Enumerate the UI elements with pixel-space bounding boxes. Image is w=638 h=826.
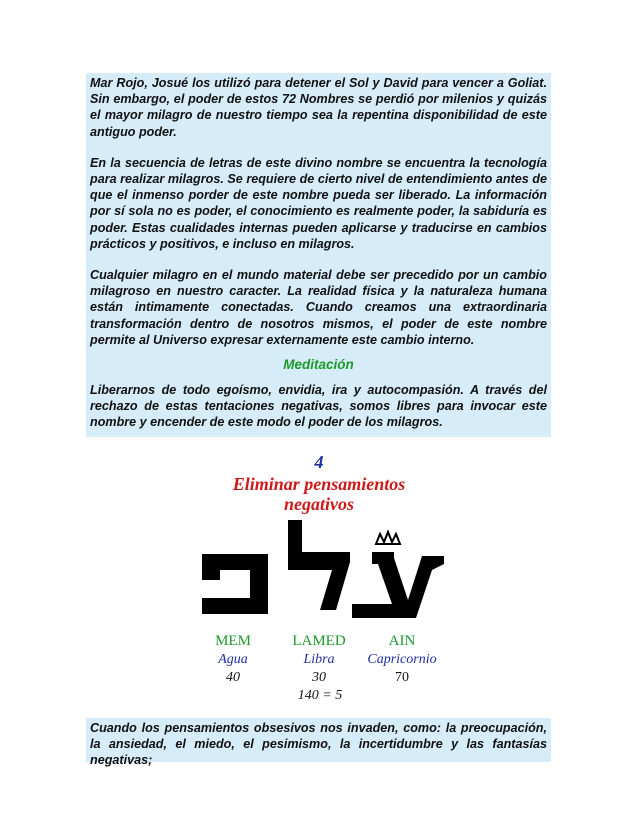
paragraph-letter-sequence: En la secuencia de letras de este divino nombre se encuentra la tecnología para realizar milagros. Se requiere de cierto nivel de entendimiento antes de que el inmenso porder de este nombre pueda ser liberado. La información por sí sola no es poder, el conocimiento es realmente poder, la sabiduría es poder. Estas cualidades internas pueden aplicarse y traducirse en cambios prácticos y positivos, e incluso en milagros. xyxy=(90,155,547,251)
letter-sign: Capricornio xyxy=(367,652,437,667)
name-number: 4 xyxy=(314,452,324,472)
name-title-line2: negativos xyxy=(284,494,354,514)
paragraph-miracle: Cualquier milagro en el mundo material debe ser precedido por un cambio milagroso en nuestro caracter. La realidad física y la naturaleza humana están intimamente conectadas. Cuando creamos una extraordinaria transformación dentro de nosotros mismos, el poder de este nombre permite al Universo expresar externamente este cambio interno. xyxy=(90,268,547,347)
name-title xyxy=(0,474,638,514)
name-title-line1: Eliminar pensamientos xyxy=(232,474,406,494)
paragraph-meditation: Liberarnos de todo egoísmo, envidia, ira y autocompasión. A través del rechazo de estas tentaciones negativas, somos libres para invocar este nombre y encender de este modo el poder de los milagros. xyxy=(90,383,547,430)
letter-sign: Libra xyxy=(303,652,335,667)
letter-value: 40 xyxy=(226,670,240,685)
letter-name: LAMED xyxy=(292,633,346,649)
text-panel-top xyxy=(86,73,551,437)
letter-name: AIN xyxy=(388,633,416,649)
ayin-letter-icon xyxy=(352,532,444,618)
meditation-heading: Meditación xyxy=(283,357,354,373)
gematria-sum: 140 = 5 xyxy=(297,688,343,703)
paragraph-red-sea: Mar Rojo, Josué los utilizó para detener el Sol y David para vencer a Goliat. Sin embargo, el poder de estos 72 Nombres se perdió por milenios y quizás el mayor milagro de nuestro tiempo sea la repentina disponibilidad de este antiguo poder. xyxy=(90,76,547,139)
text-panel-bottom xyxy=(86,718,551,768)
letter-value: 70 xyxy=(395,670,409,685)
lamed-letter-icon xyxy=(288,520,350,610)
hebrew-letters-illustration xyxy=(196,520,446,622)
letter-ain xyxy=(347,632,457,686)
paragraph-obsessive-thoughts: Cuando los pensamientos obsesivos nos invaden, como: la preocupación, la ansiedad, el miedo, el pesimismo, la incertidumbre y las fantasías negativas; xyxy=(90,721,547,768)
letter-name: MEM xyxy=(215,633,251,649)
letter-sign: Agua xyxy=(218,652,248,667)
mem-letter-icon xyxy=(202,554,268,614)
letter-value: 30 xyxy=(312,670,326,685)
